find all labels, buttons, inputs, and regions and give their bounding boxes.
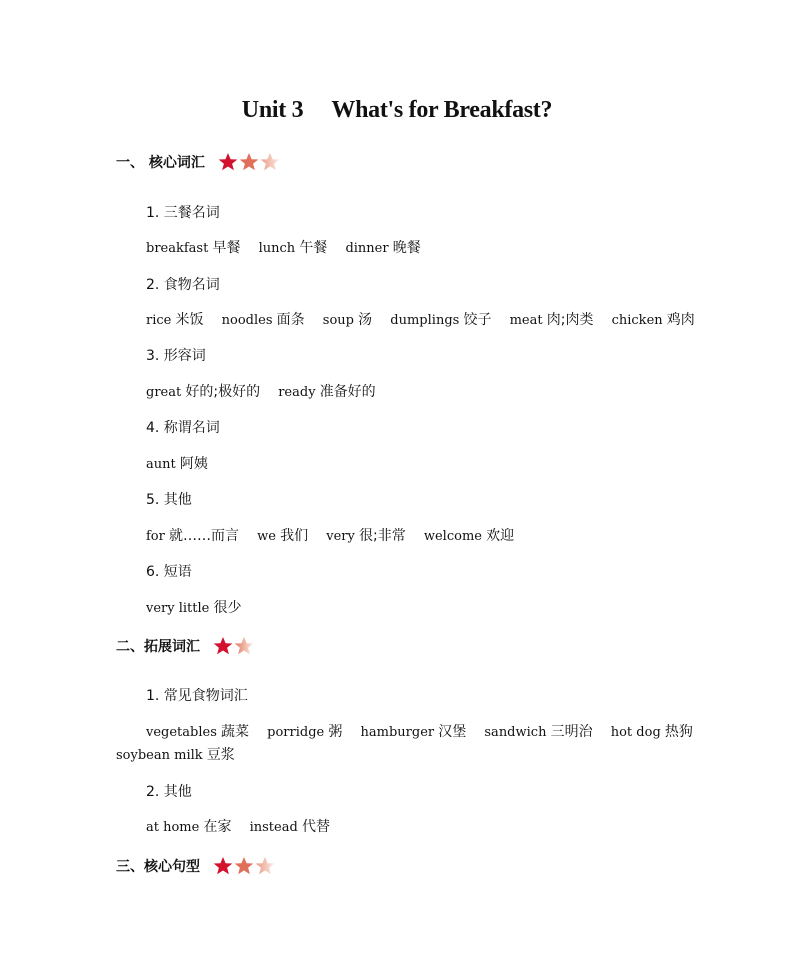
- section-heading-core-sentences: [116, 856, 275, 876]
- vocab-meaning: 晚餐: [392, 240, 421, 256]
- vocab-item: [361, 725, 467, 740]
- vocab-meaning: 代替: [301, 819, 330, 835]
- vocab-word: sandwich: [484, 725, 547, 740]
- vocab-line: [146, 309, 695, 329]
- group-label: 4. 称谓名词: [146, 420, 220, 436]
- vocab-item: [424, 529, 514, 544]
- vocab-line: [146, 816, 330, 836]
- vocab-word: we: [257, 529, 276, 544]
- vocab-word: hot dog: [610, 725, 661, 740]
- vocab-word: at home: [146, 820, 200, 835]
- vocab-item: [146, 313, 204, 328]
- group-label: 1. 三餐名词: [146, 205, 220, 221]
- vocab-meaning: 热狗: [664, 724, 693, 740]
- star-full-icon: [239, 152, 259, 172]
- vocab-line: [146, 381, 376, 401]
- vocab-meaning: 很;非常: [359, 528, 406, 544]
- vocab-item: [484, 725, 592, 740]
- vocab-meaning: 阿姨: [179, 456, 208, 472]
- star-full-icon: [218, 152, 238, 172]
- vocab-item: [146, 385, 260, 400]
- vocab-meaning: 豆浆: [206, 747, 235, 763]
- vocab-item: [146, 457, 208, 472]
- vocab-item: [510, 313, 594, 328]
- vocab-meaning: 午餐: [299, 240, 328, 256]
- vocab-meaning: 面条: [276, 312, 305, 328]
- vocab-meaning: 早餐: [212, 240, 241, 256]
- vocab-item: [146, 529, 239, 544]
- star-half-icon: [255, 856, 275, 876]
- vocab-meaning: 我们: [280, 528, 309, 544]
- vocab-word: noodles: [221, 313, 273, 328]
- difficulty-rating: [213, 636, 254, 656]
- vocab-meaning: 就……而言: [169, 528, 239, 544]
- star-half-icon: [234, 636, 254, 656]
- vocab-word: lunch: [258, 241, 296, 256]
- vocab-line-continuation: [116, 744, 235, 764]
- vocab-meaning: 汉堡: [438, 724, 467, 740]
- vocab-item: [116, 748, 235, 763]
- vocab-meaning: 鸡肉: [666, 312, 695, 328]
- vocab-word: very: [326, 529, 355, 544]
- group-label: 3. 形容词: [146, 348, 206, 364]
- vocab-meaning: 饺子: [463, 312, 492, 328]
- vocab-line: [146, 237, 421, 257]
- vocab-word: hamburger: [360, 725, 435, 740]
- vocab-item: [326, 529, 405, 544]
- vocab-word: aunt: [146, 457, 176, 472]
- vocab-word: for: [146, 529, 165, 544]
- vocab-item: [323, 313, 372, 328]
- vocab-meaning: 粥: [328, 724, 343, 740]
- section-heading-text: 二、拓展词汇: [116, 639, 200, 655]
- star-full-icon: [234, 856, 254, 876]
- section-heading-core-vocabulary: [116, 152, 280, 172]
- vocab-line: [146, 721, 693, 741]
- vocab-word: chicken: [611, 313, 663, 328]
- vocab-word: very little: [146, 601, 210, 616]
- vocab-meaning: 准备好的: [319, 384, 376, 400]
- vocab-word: dumplings: [390, 313, 460, 328]
- vocab-item: [259, 241, 328, 256]
- star-full-icon: [213, 856, 233, 876]
- vocab-item: [146, 241, 240, 256]
- vocab-meaning: 三明治: [550, 724, 593, 740]
- vocab-item: [345, 241, 420, 256]
- vocab-item: [146, 725, 249, 740]
- vocab-word: breakfast: [146, 241, 209, 256]
- vocab-item: [146, 601, 241, 616]
- vocab-word: vegetables: [146, 725, 217, 740]
- group-label: 6. 短语: [146, 564, 192, 580]
- vocab-item: [267, 725, 342, 740]
- vocab-word: welcome: [423, 529, 482, 544]
- vocab-meaning: 欢迎: [486, 528, 515, 544]
- vocab-word: dinner: [345, 241, 389, 256]
- difficulty-rating: [218, 152, 280, 172]
- vocab-word: soup: [322, 313, 354, 328]
- vocab-meaning: 米饭: [175, 312, 204, 328]
- group-label: 5. 其他: [146, 492, 192, 508]
- group-label: 2. 其他: [146, 784, 192, 800]
- star-half-icon: [260, 152, 280, 172]
- vocab-meaning: 汤: [358, 312, 373, 328]
- vocab-line: [146, 453, 208, 473]
- vocab-item: [278, 385, 375, 400]
- vocab-item: [611, 725, 693, 740]
- vocab-item: [250, 820, 330, 835]
- section-heading-text: 三、核心句型: [116, 859, 200, 875]
- vocab-item: [390, 313, 491, 328]
- vocab-word: ready: [278, 385, 316, 400]
- vocab-line: [146, 597, 241, 617]
- vocab-word: porridge: [267, 725, 325, 740]
- vocab-item: [612, 313, 695, 328]
- group-label: 2. 食物名词: [146, 277, 220, 293]
- vocab-word: meat: [509, 313, 543, 328]
- difficulty-rating: [213, 856, 275, 876]
- vocab-word: instead: [249, 820, 298, 835]
- group-label: 1. 常见食物词汇: [146, 688, 248, 704]
- vocab-meaning: 蔬菜: [221, 724, 250, 740]
- vocab-meaning: 好的;极好的: [185, 384, 261, 400]
- vocab-item: [146, 820, 231, 835]
- vocab-word: great: [146, 385, 182, 400]
- star-full-icon: [213, 636, 233, 656]
- vocab-item: [222, 313, 305, 328]
- vocab-meaning: 很少: [213, 600, 242, 616]
- vocab-item: [257, 529, 308, 544]
- vocab-word: soybean milk: [116, 748, 203, 763]
- section-heading-extended-vocabulary: [116, 636, 254, 656]
- vocab-line: [146, 525, 514, 545]
- page-title: Unit 3 What's for Breakfast?: [241, 97, 553, 123]
- vocab-meaning: 在家: [203, 819, 232, 835]
- vocab-word: rice: [146, 313, 172, 328]
- section-heading-text: 一、 核心词汇: [116, 155, 205, 171]
- vocab-meaning: 肉;肉类: [546, 312, 594, 328]
